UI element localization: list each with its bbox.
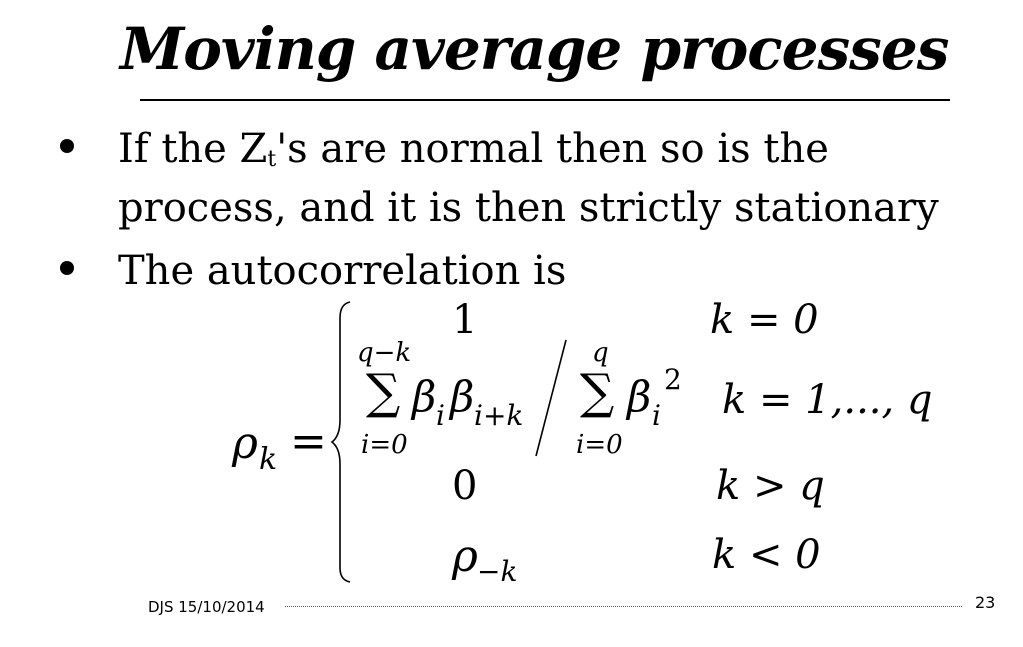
case-4-rho: ρ: [452, 531, 478, 582]
left-brace-icon: [328, 298, 358, 586]
num-beta-2: β: [450, 372, 475, 421]
num-sigma: ∑: [366, 364, 401, 420]
footer-page-number: 23: [975, 593, 996, 612]
footer-divider: [285, 606, 962, 607]
num-beta-1-sub: i: [436, 399, 445, 432]
bullet-text-line2: process, and it is then strictly stationary: [118, 185, 939, 231]
case-3-condition: k > q: [716, 463, 825, 509]
num-beta-1: β: [412, 372, 437, 421]
den-beta: β: [627, 372, 652, 421]
num-sum-lower: i=0: [361, 430, 408, 460]
footer-author-date: DJS 15/10/2014: [148, 598, 265, 616]
num-sum-upper: q−k: [357, 338, 412, 368]
slide-title: Moving average processes: [120, 15, 949, 83]
den-sigma: ∑: [580, 364, 615, 420]
case-4-rho-sub: −k: [477, 555, 518, 588]
case-4-condition: k < 0: [712, 532, 821, 578]
case-1-value: 1: [452, 297, 478, 343]
lhs-equals: =: [290, 416, 327, 467]
bullet-text-subscript: t: [267, 147, 277, 172]
case-3-value: 0: [452, 463, 478, 509]
den-beta-sup: 2: [664, 363, 682, 396]
bullet-text-post: 's are normal then so is the: [276, 126, 829, 172]
fraction-slash-icon: [532, 338, 572, 460]
bullet-text: The autocorrelation is: [118, 248, 567, 294]
bullet-text-pre: If the Z: [118, 126, 268, 172]
num-beta-2-sub: i+k: [474, 399, 524, 432]
den-sum-lower: i=0: [576, 430, 623, 460]
case-2-condition: k = 1,..., q: [722, 377, 933, 423]
case-1-condition: k = 0: [710, 297, 819, 343]
den-beta-sub: i: [652, 399, 661, 432]
den-sum-upper: q: [592, 338, 609, 368]
lhs-rho: ρ: [232, 418, 258, 469]
lhs-subscript: k: [259, 442, 278, 477]
